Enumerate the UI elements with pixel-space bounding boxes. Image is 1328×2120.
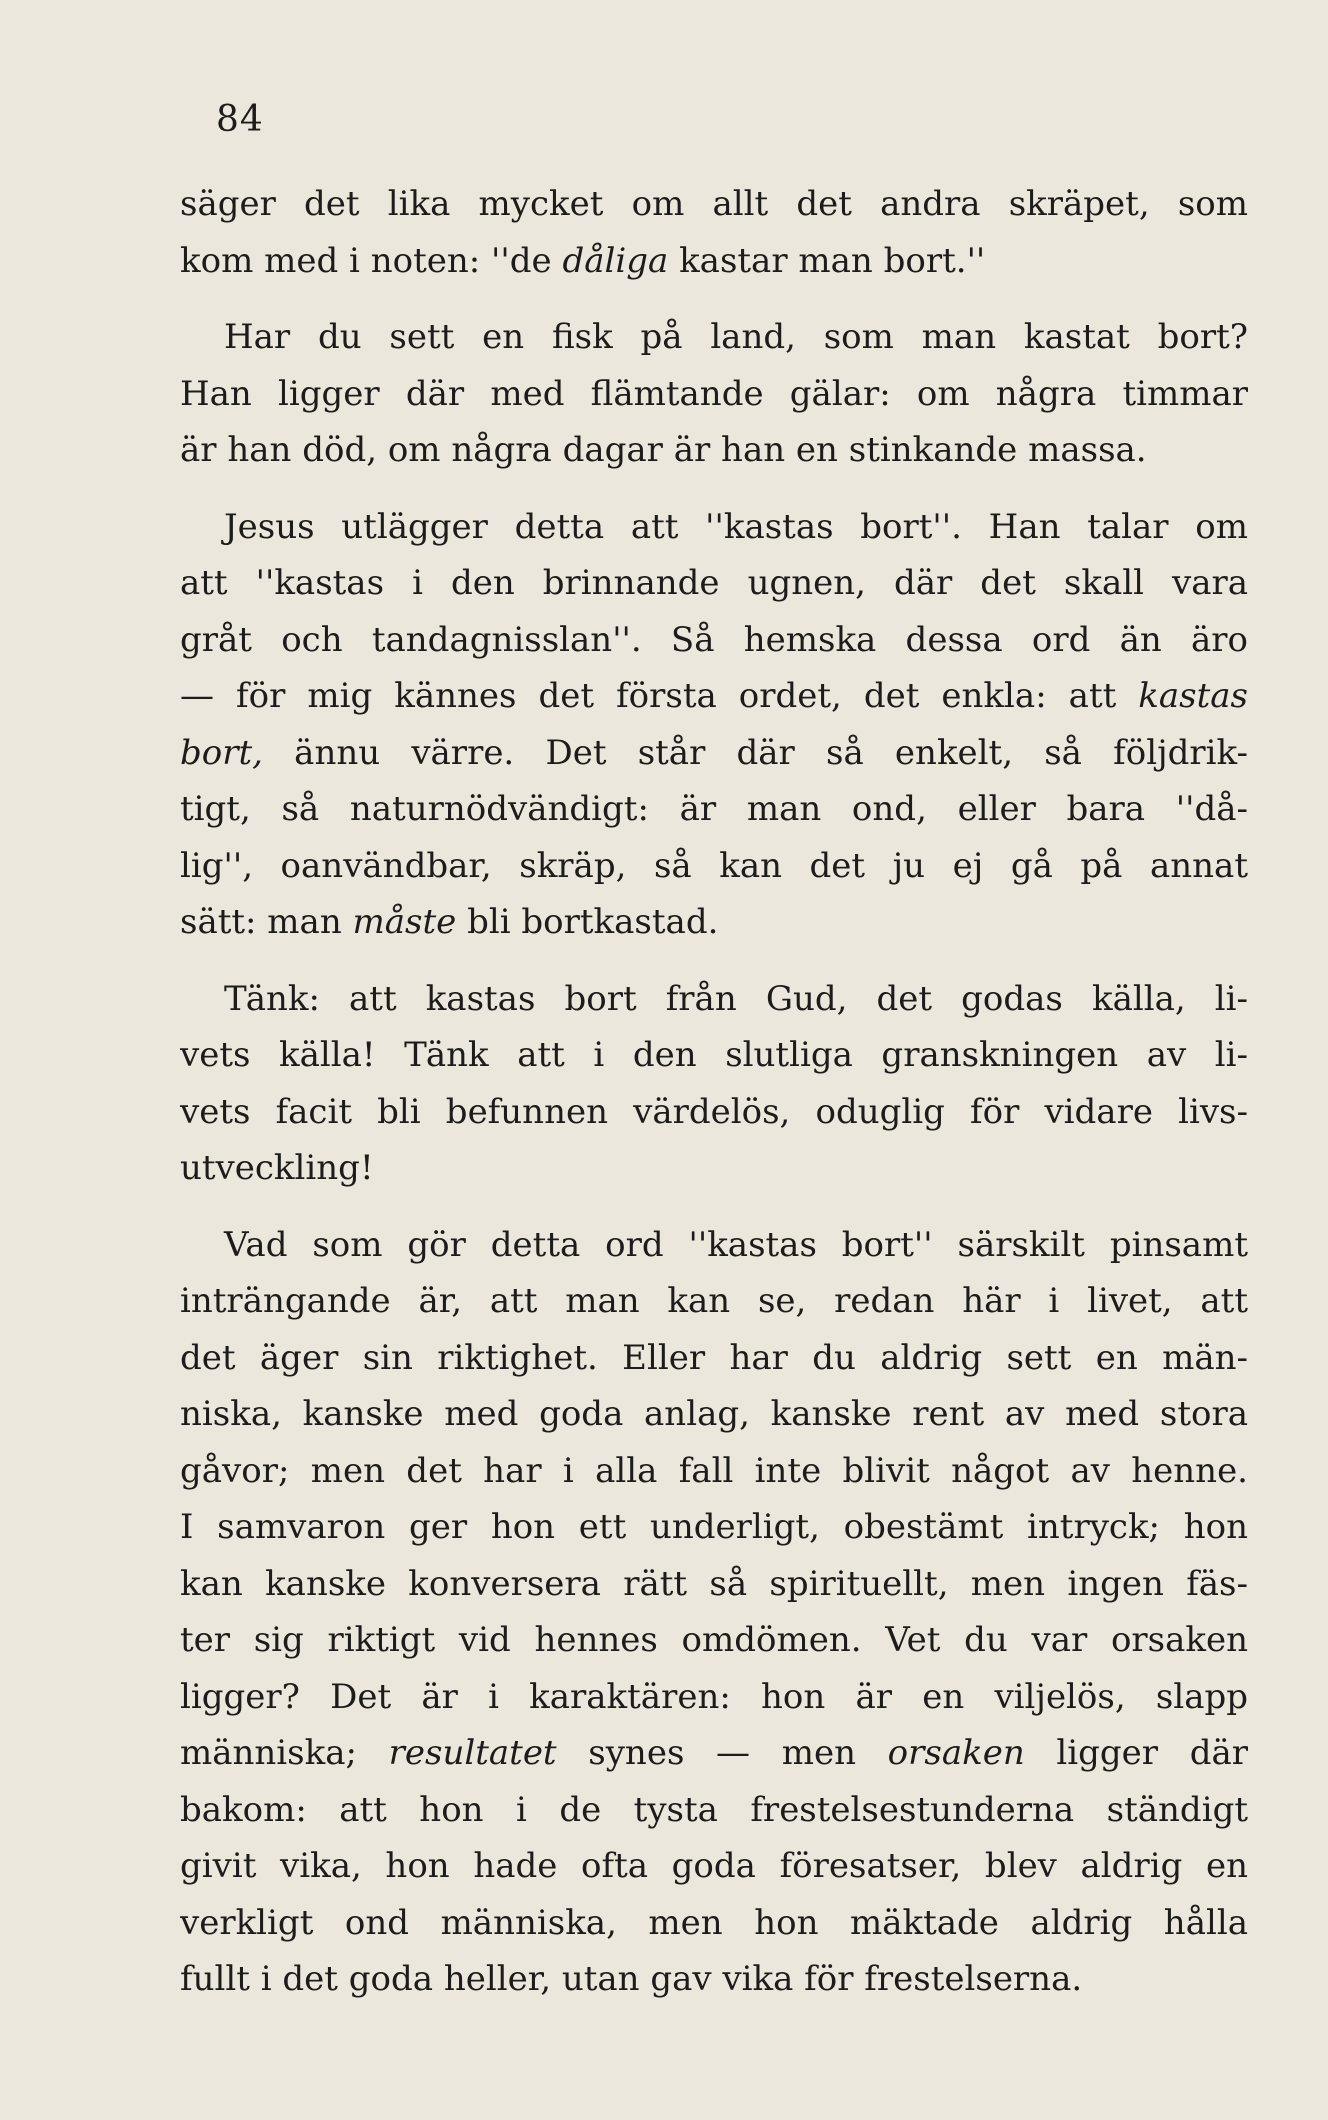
paragraph-gap: [180, 479, 1248, 499]
text-segment: Har du sett en fisk på land, som man kastat bort?: [224, 317, 1248, 357]
text-line: [180, 668, 1248, 725]
text-segment: utveckling!: [180, 1148, 374, 1188]
text-segment: gråt och tandagnisslan''. Så hemska dessa ord än äro: [180, 619, 1248, 660]
text-segment: säger det lika mycket om allt det andra skräpet, som: [180, 184, 1248, 224]
paragraph: [180, 309, 1248, 479]
text-segment: människa;: [180, 1733, 389, 1773]
text-segment: ännu värre. Det står där så enkelt, så följdrik-: [262, 732, 1248, 773]
text-line: [180, 309, 1248, 366]
text-line: [180, 422, 1248, 479]
paragraph: [180, 499, 1248, 951]
italic-segment: dåliga: [562, 240, 669, 281]
text-line: [180, 1140, 1248, 1197]
text-line: [180, 1838, 1248, 1895]
text-segment: kom med i noten: ''de: [180, 240, 563, 281]
italic-segment: resultatet: [388, 1733, 557, 1773]
text-segment: I samvaron ger hon ett underligt, obestämt intryck; hon: [180, 1507, 1248, 1547]
text-line: [180, 1895, 1248, 1952]
text-segment: att ''kastas i den brinnande ugnen, där det skall vara: [180, 563, 1248, 603]
text-line: [180, 894, 1248, 951]
text-line: [180, 1217, 1248, 1274]
text-line: [180, 971, 1248, 1028]
text-line: [180, 725, 1248, 782]
text-segment: lig'', oanvändbar, skräp, så kan det ju ej gå på annat: [180, 845, 1248, 886]
text-line: [180, 1330, 1248, 1387]
paragraph: [180, 971, 1248, 1197]
text-line: [180, 1499, 1248, 1556]
text-segment: niska, kanske med goda anlag, kanske rent av med stora: [180, 1394, 1248, 1434]
paragraph-gap: [180, 951, 1248, 971]
text-segment: Jesus utlägger detta att ''kastas bort''. Han talar om: [224, 506, 1248, 547]
text-segment: sätt: man: [180, 902, 353, 942]
text-segment: det äger sin riktighet. Eller har du aldrig sett en män-: [180, 1337, 1248, 1378]
italic-segment: måste: [352, 902, 457, 942]
text-line: [180, 1443, 1248, 1500]
text-segment: tigt, så naturnödvändigt: är man ond, eller bara ''då-: [180, 789, 1248, 829]
text-line: [180, 1951, 1248, 2008]
text-segment: gåvor; men det har i alla fall inte blivit något av henne.: [180, 1450, 1248, 1491]
text-line: [180, 499, 1248, 556]
text-line: [180, 1273, 1248, 1330]
text-line: [180, 838, 1248, 895]
text-segment: bli bortkastad.: [456, 902, 719, 942]
text-line: [180, 1386, 1248, 1443]
paragraph: [180, 176, 1248, 289]
paragraph-gap: [180, 1197, 1248, 1217]
body-text: [180, 176, 1248, 2008]
text-segment: kastar man bort.'': [668, 240, 986, 281]
text-segment: synes — men: [556, 1733, 888, 1773]
text-line: [180, 1556, 1248, 1613]
text-line: [180, 1782, 1248, 1839]
italic-segment: bort,: [180, 732, 263, 773]
text-line: [180, 1084, 1248, 1141]
text-line: [180, 233, 1248, 290]
paragraph: [180, 1217, 1248, 2008]
page-number: 84: [216, 99, 264, 140]
text-segment: vets facit bli befunnen värdelös, oduglig för vidare livs-: [180, 1091, 1248, 1132]
text-segment: fullt i det goda heller, utan gav vika för frestelserna.: [180, 1959, 1083, 1999]
italic-segment: kastas: [1138, 676, 1248, 716]
text-segment: Han ligger där med flämtande gälar: om några timmar: [180, 373, 1248, 414]
text-segment: är han död, om några dagar är han en stinkande massa.: [180, 430, 1147, 470]
text-line: [180, 1669, 1248, 1726]
text-line: [180, 176, 1248, 233]
text-segment: givit vika, hon hade ofta goda föresatser, blev aldrig en: [180, 1846, 1248, 1886]
text-segment: Tänk: att kastas bort från Gud, det godas källa, li-: [224, 978, 1248, 1019]
text-line: [180, 1612, 1248, 1669]
paragraph-gap: [180, 289, 1248, 309]
text-segment: kan kanske konversera rätt så spirituellt, men ingen fäs-: [180, 1563, 1248, 1604]
text-segment: inträngande är, att man kan se, redan här i livet, att: [180, 1281, 1248, 1321]
text-segment: ligger? Det är i karaktären: hon är en viljelös, slapp: [180, 1676, 1248, 1717]
text-segment: — för mig kännes det första ordet, det enkla: att: [180, 676, 1139, 716]
text-segment: ligger där: [1024, 1733, 1248, 1773]
text-segment: verkligt ond människa, men hon mäktade aldrig hålla: [180, 1902, 1248, 1943]
text-line: [180, 366, 1248, 423]
italic-segment: orsaken: [887, 1733, 1025, 1773]
text-line: [180, 781, 1248, 838]
text-line: [180, 555, 1248, 612]
text-line: [180, 1027, 1248, 1084]
text-segment: ter sig riktigt vid hennes omdömen. Vet du var orsaken: [180, 1620, 1248, 1660]
text-segment: bakom: att hon i de tysta frestelsestunderna ständigt: [180, 1789, 1248, 1830]
text-segment: vets källa! Tänk att i den slutliga granskningen av li-: [180, 1035, 1248, 1075]
text-line: [180, 612, 1248, 669]
text-line: [180, 1725, 1248, 1782]
text-segment: Vad som gör detta ord ''kastas bort'' särskilt pinsamt: [224, 1224, 1248, 1265]
